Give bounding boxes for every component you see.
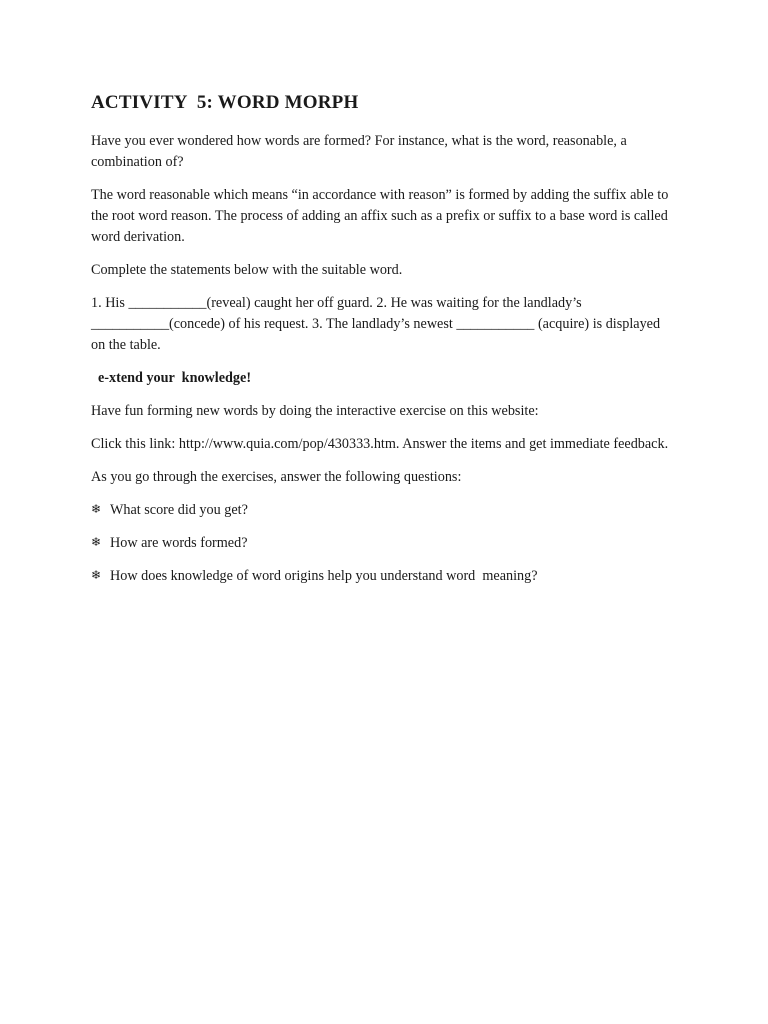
question-text: What score did you get? [110,502,248,518]
exercise-paragraph: 1. His ___________(reveal) caught her off guard. 2. He was waiting for the landlady’s ___________(concede) of his request. 3. The landlady’s newest ___________ (acquire) is displayed on the table. [91,295,661,353]
list-item [91,500,671,521]
snowflake-bullet-icon: ❄ [91,568,102,582]
link-paragraph: Click this link: http://www.quia.com/pop/430333.htm. Answer the items and get immediate feedback. [91,436,669,452]
question-text: How are words formed? [110,535,248,551]
instruction-paragraph: Complete the statements below with the suitable word. [91,262,403,278]
snowflake-bullet-icon: ❄ [91,535,102,549]
fun-paragraph: Have fun forming new words by doing the interactive exercise on this website: [91,403,539,419]
activity-title: ACTIVITY 5: WORD MORPH [91,92,359,113]
question-list [91,500,671,587]
extend-knowledge-heading: e-xtend your knowledge! [98,370,252,386]
question-text: How does knowledge of word origins help you understand word meaning? [110,568,538,584]
document-body [91,92,671,599]
snowflake-bullet-icon: ❄ [91,502,102,516]
list-item [91,533,671,554]
list-item [91,566,671,587]
intro-paragraph: Have you ever wondered how words are formed? For instance, what is the word, reasonable, a combination of? [91,133,627,170]
questions-intro: As you go through the exercises, answer the following questions: [91,469,462,485]
explanation-paragraph: The word reasonable which means “in accordance with reason” is formed by adding the suffix able to the root word reason. The process of adding an affix such as a prefix or suffix to a base word is called word derivation. [91,187,669,245]
